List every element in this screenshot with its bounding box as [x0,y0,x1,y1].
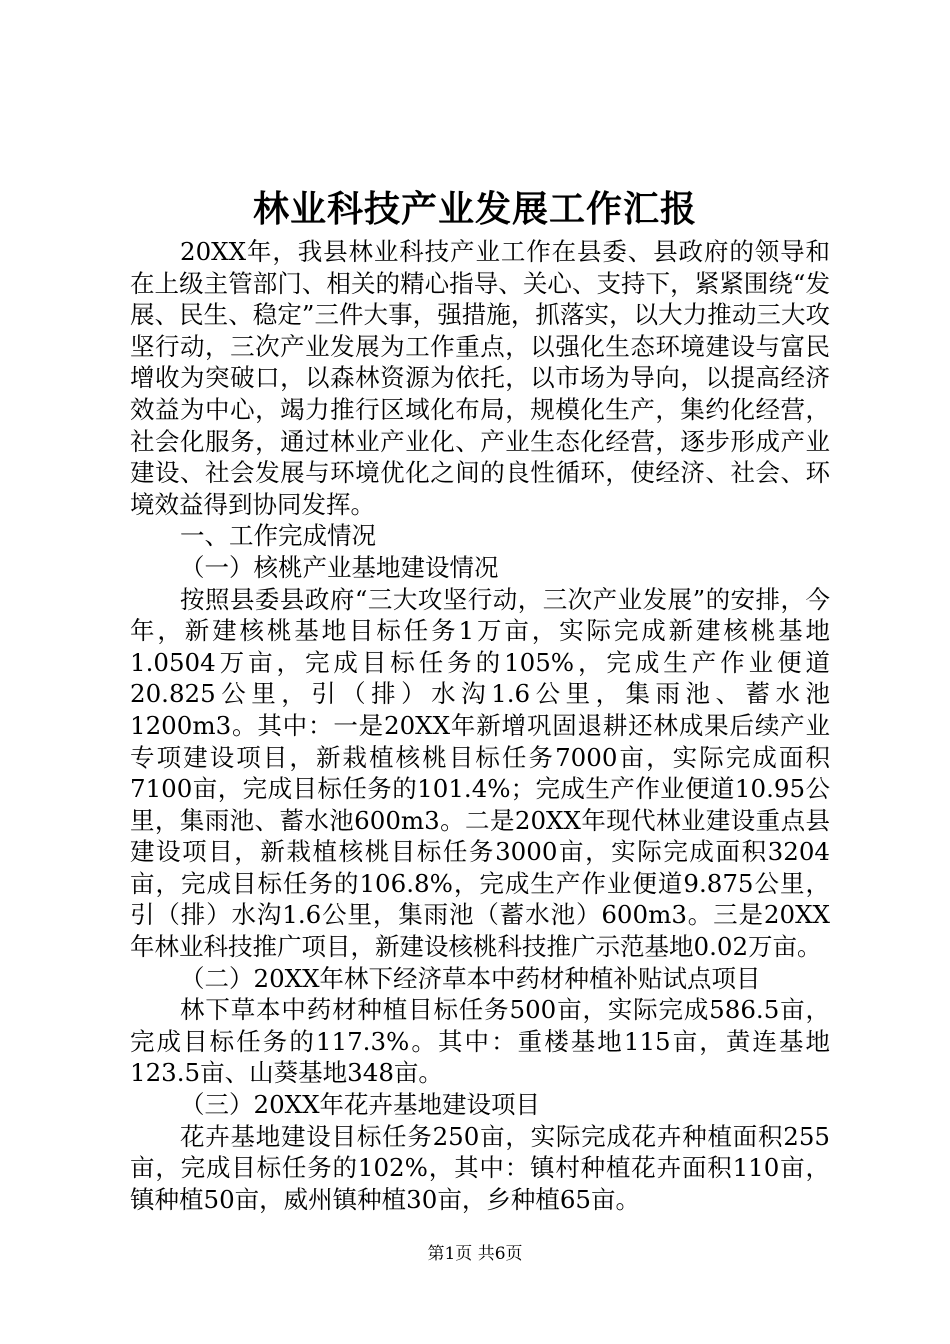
subsection-heading-1: （一）核桃产业基地建设情况 [180,552,499,582]
document-body [130,236,830,1215]
document-title: 林业科技产业发展工作汇报 [252,188,697,230]
page-footer: 第1页 共6页 [427,1244,523,1264]
walnut-paragraph: 按照县委县政府“三大攻坚行动，三次产业发展”的安排，今年，新建核桃基地目标任务1万亩，实际完成新建核桃基地1.0504万亩，完成目标任务的105%，完成生产作业便道20.825公里，引（排）水沟1.6公里，集雨池、蓄水池1200m3。其中：一是20XX年新增巩固退耕还林成果后续产业专项建设项目，新栽植核桃目标任务7000亩，实际完成面积7100亩，完成目标任务的101.4%；完成生产作业便道10.95公里，集雨池、蓄水池600m3。二是20XX年现代林业建设重点县建设项目，新栽植核桃目标任务3000亩，实际完成面积3204亩，完成目标任务的106.8%，完成生产作业便道9.875公里，引（排）水沟1.6公里，集雨池（蓄水池）600m3。三是20XX年林业科技推广项目，新建设核桃科技推广示范基地0.02万亩。 [130,584,830,962]
section-heading-1: 一、工作完成情况 [180,521,376,551]
intro-paragraph: 20XX年，我县林业科技产业工作在县委、县政府的领导和在上级主管部门、相关的精心指导、关心、支持下，紧紧围绕“发展、民生、稳定”三件大事，强措施，抓落实，以大力推动三大攻坚行动，三次产业发展为工作重点，以强化生态环境建设与富民增收为突破口，以森林资源为依托，以市场为导向，以提高经济效益为中心，竭力推行区域化布局，规模化生产，集约化经营，社会化服务，通过林业产业化、产业生态化经营，逐步形成产业建设、社会发展与环境优化之间的良性循环，使经济、社会、环境效益得到协同发挥。 [130,237,830,519]
subsection-heading-2: （二）20XX年林下经济草本中药材种植补贴试点项目 [180,963,761,993]
herbal-paragraph: 林下草本中药材种植目标任务500亩，实际完成586.5亩，完成目标任务的117.3%。其中：重楼基地115亩，黄连基地123.5亩、山葵基地348亩。 [130,995,830,1088]
flower-paragraph: 花卉基地建设目标任务250亩，实际完成花卉种植面积255亩，完成目标任务的102%，其中：镇村种植花卉面积110亩，镇种植50亩，威州镇种植30亩，乡种植65亩。 [130,1121,830,1214]
subsection-heading-3: （三）20XX年花卉基地建设项目 [180,1090,541,1120]
